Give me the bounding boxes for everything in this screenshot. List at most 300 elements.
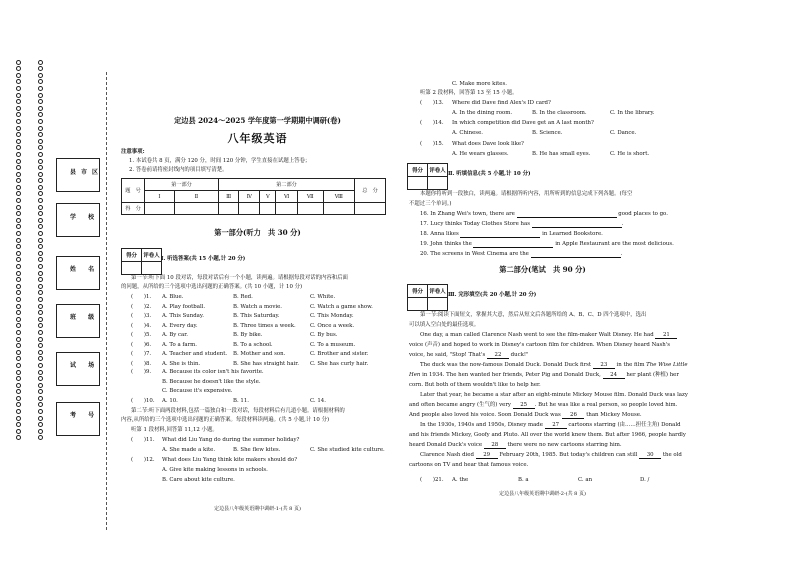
q21-option-a: A. the — [452, 477, 469, 483]
binding-hole — [38, 284, 43, 289]
section-II-intro-2: 不超过三个单词。) — [409, 201, 452, 207]
scorebox-score-label: 得分 — [408, 164, 428, 177]
binding-hole — [38, 350, 43, 355]
binding-hole — [38, 330, 43, 335]
field-label-school: 学 校 — [70, 214, 100, 221]
q14-option-b: B. Science. — [532, 130, 563, 136]
section-2-intro-1: 第二节:听下面两段材料,包括一篇独白和一段对话，每段材料后有几道小题。请根据材料的 — [131, 408, 345, 414]
scorebox-score-cell[interactable] — [408, 177, 428, 190]
binding-hole — [38, 402, 43, 407]
binding-hole — [38, 172, 43, 177]
binding-hole — [16, 218, 21, 223]
binding-hole — [16, 416, 21, 421]
binding-hole — [38, 370, 43, 375]
q10-option-c: C. 14. — [310, 398, 326, 404]
q21-option-d: D. / — [640, 477, 650, 483]
fill-19-text-a: 19. John thinks the — [420, 241, 472, 247]
passage-line-6: corn. But both of them wouldn't like to help her. — [409, 382, 541, 388]
binding-hole — [16, 370, 21, 375]
score-table-part2: 第二部分 — [218, 179, 354, 191]
fill-17-blank[interactable] — [532, 222, 622, 228]
q11-text: What did Liu Yang do during the summer holiday? — [162, 437, 300, 443]
score-cell[interactable] — [174, 203, 218, 215]
section-III-title: Ⅲ. 完形填空(共 20 小题,计 20 分) — [448, 292, 537, 298]
binding-hole — [16, 422, 21, 427]
question-option-a: A. Play football. — [162, 303, 206, 310]
binding-hole — [16, 198, 21, 203]
q13-option-a: A. In the dining room. — [452, 110, 513, 116]
section-II-title: Ⅱ. 听填信息(共 5 小题,计 10 分) — [448, 171, 531, 177]
binding-hole — [16, 66, 21, 71]
listen-2-instruction: 听第 2 段材料，回答第 13 至 15 小题。 — [420, 90, 518, 96]
binding-holes-right — [35, 58, 45, 442]
notes-title: 注意事项: — [121, 149, 145, 155]
scorebox-grader-label: 评卷人 — [142, 249, 162, 262]
passage-text: In the 1930s, 1940s and 1950s, Disney made — [420, 422, 543, 428]
binding-hole — [38, 317, 43, 322]
question-option-b: B. Watch a movie. — [233, 303, 283, 310]
q11-option-b: B. She flew kites. — [233, 447, 281, 453]
binding-hole — [16, 257, 21, 262]
blank-23[interactable]: 23 — [593, 363, 615, 369]
section-III-intro-2: 可以填入空白处的最佳选项。 — [409, 322, 480, 328]
question-option-b: B. To a school. — [233, 341, 273, 348]
field-box-name[interactable] — [56, 256, 100, 290]
question-option-a: A. By car. — [162, 332, 188, 338]
fill-19-text-b: in Apple Restaurant are the most delicious. — [555, 241, 674, 247]
binding-hole — [38, 416, 43, 421]
binding-hole — [38, 132, 43, 137]
passage-text: there were no new cartoons starring him. — [507, 442, 622, 448]
binding-hole — [16, 60, 21, 65]
question-option-b: B. By bike. — [233, 332, 263, 338]
passage-line-9 — [409, 413, 642, 419]
fill-18-blank[interactable] — [460, 232, 540, 238]
blank-21[interactable]: 21 — [655, 333, 677, 339]
binding-hole — [38, 224, 43, 229]
binding-hole — [16, 106, 21, 111]
binding-hole — [16, 172, 21, 177]
score-col: Ⅷ — [323, 191, 354, 203]
passage-text: in 1934. The hen wanted her friends, Peter Pig and Donald Duck, — [422, 372, 601, 378]
binding-hole — [38, 66, 43, 71]
binding-hole — [38, 106, 43, 111]
scorebox-section-II — [407, 163, 448, 190]
score-cell[interactable] — [260, 203, 276, 215]
passage-line-11: and his friends Mickey, Goofy and Pluto. All over the world knew them. But after 1966, people hardly — [409, 432, 686, 438]
question-number[interactable]: ( )4. — [131, 322, 152, 329]
binding-hole — [16, 73, 21, 78]
binding-hole — [16, 363, 21, 368]
q9-option-a: A. Because its color isn't his favorite. — [162, 369, 264, 375]
passage-line-14: cartoons on TV and hear that famous voice. — [409, 462, 529, 468]
blank-22[interactable]: 22 — [487, 353, 509, 359]
binding-hole — [38, 191, 43, 196]
question-option-b: B. Three times a week. — [233, 322, 296, 329]
q13-text: Where did Dave find Alex's ID card? — [452, 100, 551, 106]
binding-hole — [16, 132, 21, 137]
passage-line-1 — [420, 333, 677, 339]
binding-hole — [38, 290, 43, 295]
score-table — [121, 178, 386, 215]
seal-line — [106, 72, 107, 530]
question-number[interactable]: ( )5. — [131, 332, 152, 338]
score-col: Ⅲ — [218, 191, 238, 203]
fill-16-text-a: 16. In Zhang Wei's town, there are — [420, 211, 515, 217]
passage-text: voice, he said, "Stop! That's — [409, 352, 486, 358]
part1-title: 第一部分(听力 共 30 分) — [214, 228, 301, 237]
binding-hole — [16, 205, 21, 210]
q21-option-b: B. a — [518, 477, 529, 483]
binding-hole — [38, 356, 43, 361]
question-option-c: C. Watch a game show. — [310, 303, 373, 310]
binding-hole — [38, 264, 43, 269]
binding-hole — [38, 178, 43, 183]
score-cell[interactable] — [323, 203, 354, 215]
blank-28[interactable]: 28 — [484, 443, 506, 449]
passage-text: Clarence Nash died — [420, 452, 474, 458]
binding-hole — [16, 86, 21, 91]
q15-text: What does Dave look like? — [452, 141, 524, 147]
question-option-c: C. Once a week. — [310, 322, 355, 329]
score-table-score-label: 得 分 — [122, 203, 145, 215]
blank-27[interactable]: 27 — [545, 423, 567, 429]
binding-hole — [38, 383, 43, 388]
q14-text: In which competition did Dave get an A last month? — [452, 120, 594, 126]
score-table-total: 总 分 — [355, 179, 386, 203]
scorebox-part1 — [121, 248, 162, 275]
passage-line-2: voice (声音) and hoped to work in Disney's cartoon film for children. When Disney heard Nash's — [409, 342, 670, 348]
blank-30[interactable]: 30 — [639, 453, 661, 459]
question-option-b: B. Red. — [233, 294, 253, 300]
binding-hole — [16, 185, 21, 190]
section-I-title: Ⅰ. 听选答案(共 15 小题,计 20 分) — [161, 256, 246, 262]
binding-hole — [38, 218, 43, 223]
score-cell[interactable] — [218, 203, 238, 215]
passage-text: And people also loved his voice. Soon Donald Duck was — [409, 412, 561, 418]
scorebox-grader-cell[interactable] — [428, 298, 448, 311]
passage-line-3 — [409, 353, 529, 359]
question-number[interactable]: ( )6. — [131, 341, 152, 348]
fill-20-text-a: 20. The screens in West Cinema are the — [420, 251, 529, 257]
binding-hole — [16, 304, 21, 309]
binding-holes-left — [13, 58, 23, 442]
question-option-c: C. She has curly hair. — [310, 360, 369, 367]
q12-option-a: A. Give kite making lessons in schools. — [162, 467, 268, 473]
binding-hole — [16, 112, 21, 117]
binding-hole — [38, 323, 43, 328]
binding-hole — [38, 257, 43, 262]
blank-24[interactable]: 24 — [603, 373, 625, 379]
q10-option-a: A. 10. — [162, 398, 178, 404]
scorebox-grader-label: 评卷人 — [428, 164, 448, 177]
question-option-b: B. This Saturday. — [233, 313, 280, 319]
binding-hole — [38, 119, 43, 124]
binding-hole — [38, 376, 43, 381]
binding-hole — [38, 145, 43, 150]
q10-number[interactable]: ( )10. — [131, 398, 155, 404]
passage-text: in the film — [616, 362, 645, 368]
passage-text: her plant (种植) her — [626, 372, 679, 378]
q14-option-c: C. Dance. — [610, 130, 637, 136]
binding-hole — [38, 99, 43, 104]
binding-hole — [16, 165, 21, 170]
section-I-intro-1: 第一节:听下面 10 段对话，每段对话后有一个小题，读两遍。请根据每段对话的内容和后面 — [131, 275, 348, 281]
q21-number[interactable]: ( )21. — [420, 477, 444, 483]
binding-hole — [38, 389, 43, 394]
question-option-b: B. Mother and son. — [233, 351, 286, 357]
binding-hole — [16, 244, 21, 249]
q11-option-a: A. She made a kite. — [162, 447, 216, 453]
footer-left: 定边县八年级英语期中调研-1-(共 8 页) — [214, 506, 301, 512]
binding-hole — [16, 350, 21, 355]
binding-hole — [16, 330, 21, 335]
q13-option-b: B. In the classroom. — [532, 110, 587, 116]
section-2-intro-2: 内容,从所给的三个选项中选出问题的正确答案。每段材料读两遍。(共 5 小题,计 10 分) — [121, 417, 330, 423]
question-option-a: A. Teacher and student. — [162, 351, 228, 357]
binding-hole — [38, 152, 43, 157]
question-number[interactable]: ( )1. — [131, 294, 152, 300]
q14-number[interactable]: ( )14. — [420, 120, 444, 126]
fill-16-text-b: good places to go. — [618, 211, 668, 217]
score-cell[interactable] — [276, 203, 297, 215]
fill-20-blank[interactable] — [531, 252, 621, 258]
passage-text: heard Donald Duck's voice — [409, 442, 483, 448]
binding-hole — [38, 159, 43, 164]
binding-hole — [38, 198, 43, 203]
q15-option-b: B. He has small eyes. — [532, 151, 591, 157]
binding-hole — [38, 343, 43, 348]
binding-hole — [16, 297, 21, 302]
fill-18 — [420, 232, 603, 238]
binding-hole — [38, 73, 43, 78]
binding-hole — [16, 389, 21, 394]
binding-hole — [16, 126, 21, 131]
fill-18-text-b: in Learned Bookstore. — [542, 231, 603, 237]
binding-hole — [38, 79, 43, 84]
q10-option-b: B. 11. — [233, 398, 249, 404]
section-II-intro-1: 本题你将听到一段独白，读两遍。请根据所听内容，用所听到的信息完成下列各题。(每空 — [420, 191, 633, 197]
score-cell[interactable] — [145, 203, 175, 215]
fill-20-text-b: . — [620, 251, 623, 257]
binding-hole — [16, 290, 21, 295]
score-cell-total[interactable] — [355, 203, 386, 215]
binding-hole — [16, 251, 21, 256]
binding-hole — [16, 79, 21, 84]
q12-option-c: C. Make more kites. — [452, 81, 507, 87]
field-box-class[interactable] — [56, 304, 100, 338]
passage-text: the old — [662, 452, 682, 458]
section-I-intro-2: 的问题，从所给的三个选项中选出问题的正确答案。(共 10 小题，计 10 分) — [121, 284, 303, 290]
q21-option-c: C. an — [578, 477, 593, 483]
binding-hole — [16, 159, 21, 164]
field-label-class: 班 级 — [70, 314, 100, 321]
score-cell[interactable] — [297, 203, 323, 215]
scorebox-score-cell[interactable] — [408, 298, 428, 311]
binding-hole — [16, 435, 21, 440]
fill-17-text-b: . — [621, 221, 624, 227]
binding-hole — [38, 112, 43, 117]
binding-hole — [38, 126, 43, 131]
score-table-part1: 第一部分 — [145, 179, 219, 191]
binding-hole — [16, 264, 21, 269]
field-label-county: 县市区 — [70, 169, 104, 176]
binding-hole — [16, 178, 21, 183]
score-col: Ⅶ — [297, 191, 323, 203]
scorebox-grader-cell[interactable] — [428, 177, 448, 190]
binding-hole — [16, 93, 21, 98]
blank-29[interactable]: 29 — [476, 453, 498, 459]
q11-option-c: C. She studied kite culture. — [310, 447, 385, 453]
q15-option-c: C. He is short. — [610, 151, 650, 157]
binding-hole — [16, 231, 21, 236]
q9-number[interactable]: ( )9. — [131, 369, 152, 375]
question-number[interactable]: ( )2. — [131, 303, 152, 310]
passage-text: duck!" — [510, 352, 529, 358]
blank-25[interactable]: 25 — [513, 403, 535, 409]
field-label-room: 试 场 — [70, 362, 100, 369]
field-box-exam-number[interactable] — [56, 402, 100, 436]
passage-text: One day, a man called Clarence Nash went to see the film-maker Walt Disney. He had — [420, 332, 654, 338]
binding-hole — [38, 297, 43, 302]
q12-text: What does Liu Yang think kite makers should do? — [162, 457, 298, 463]
binding-hole — [38, 396, 43, 401]
q14-option-a: A. Chinese. — [452, 130, 483, 136]
q13-number[interactable]: ( )13. — [420, 100, 444, 106]
field-box-room[interactable] — [56, 352, 100, 386]
q12-option-b: B. Care about kite culture. — [162, 477, 235, 483]
binding-hole — [16, 191, 21, 196]
section-III-intro-1: 第一节:阅读下面短文，掌握其大意，然后从短文后各题所给的 A、B、C、D 四个选项中，选出 — [420, 312, 647, 318]
question-option-c: C. This Monday. — [310, 313, 354, 319]
score-cell[interactable] — [239, 203, 260, 215]
binding-hole — [16, 211, 21, 216]
question-option-a: A. This Sunday. — [162, 313, 204, 319]
question-option-b: B. She has straight hair. — [233, 360, 299, 367]
binding-hole — [16, 337, 21, 342]
passage-line-13 — [420, 453, 682, 459]
binding-hole — [16, 271, 21, 276]
question-option-a: A. She is thin. — [162, 360, 201, 367]
passage-line-12 — [409, 443, 622, 449]
listen-1-instruction: 听第 1 段材料,回答第 11,12 小题。 — [131, 427, 218, 433]
binding-hole — [38, 277, 43, 282]
binding-hole — [16, 139, 21, 144]
binding-hole — [16, 277, 21, 282]
score-col: Ⅱ — [174, 191, 218, 203]
passage-line-7: Later that year, he became a star after an eight-minute Mickey Mouse film. Donald Duck was lazy — [420, 392, 688, 398]
binding-hole — [16, 429, 21, 434]
binding-hole — [38, 422, 43, 427]
binding-hole — [16, 224, 21, 229]
score-col: Ⅰ — [145, 191, 175, 203]
binding-hole — [16, 317, 21, 322]
binding-hole — [38, 435, 43, 440]
binding-hole — [38, 310, 43, 315]
passage-text: . But he was like a real person, so people loved him. — [534, 402, 678, 408]
binding-hole — [16, 119, 21, 124]
binding-hole — [38, 205, 43, 210]
binding-hole — [16, 152, 21, 157]
question-option-c: C. To a museum. — [310, 341, 356, 348]
passage-text: than Mickey Mouse. — [586, 412, 642, 418]
question-option-a: A. To a farm. — [162, 341, 197, 348]
note-2: 2. 答卷前请将密封线内的项目填写清楚。 — [129, 167, 228, 173]
fill-17 — [420, 222, 623, 228]
binding-hole — [38, 409, 43, 414]
fill-16-blank[interactable] — [517, 212, 617, 218]
binding-hole — [38, 251, 43, 256]
binding-hole — [16, 343, 21, 348]
q15-number[interactable]: ( )15. — [420, 141, 444, 147]
fill-20 — [420, 252, 622, 258]
binding-hole — [38, 60, 43, 65]
binding-hole — [38, 304, 43, 309]
scorebox-grader-cell[interactable] — [142, 262, 162, 275]
blank-26[interactable]: 26 — [562, 413, 584, 419]
binding-hole — [16, 145, 21, 150]
binding-hole — [16, 383, 21, 388]
question-number[interactable]: ( )8. — [131, 360, 152, 367]
binding-hole — [38, 244, 43, 249]
binding-hole — [16, 396, 21, 401]
binding-hole — [38, 337, 43, 342]
binding-hole — [16, 284, 21, 289]
binding-hole — [38, 363, 43, 368]
q11-number[interactable]: ( )11. — [131, 437, 155, 443]
fill-19-blank[interactable] — [473, 242, 553, 248]
question-option-a: A. Blue. — [162, 294, 184, 300]
score-col: Ⅴ — [260, 191, 276, 203]
passage-text: cartoons starring (由……担任主角) Donald — [568, 422, 681, 428]
fill-17-text-a: 17. Lucy thinks Today Clothes Store has — [420, 221, 530, 227]
scorebox-score-cell[interactable] — [122, 262, 142, 275]
passage-text: February 20th, 1985. But today's children can still — [499, 452, 638, 458]
question-option-c: C. White. — [310, 294, 336, 300]
q9-option-b: B. Because he doesn't like the style. — [162, 379, 261, 385]
question-number[interactable]: ( )7. — [131, 351, 152, 357]
fill-19 — [420, 242, 674, 248]
scorebox-score-label: 得分 — [408, 285, 428, 298]
binding-hole — [38, 86, 43, 91]
question-option-c: C. Brother and sister. — [310, 351, 369, 357]
q12-number[interactable]: ( )12. — [131, 457, 155, 463]
binding-hole — [38, 231, 43, 236]
binding-hole — [16, 323, 21, 328]
field-label-name: 姓 名 — [70, 266, 100, 273]
binding-hole — [16, 402, 21, 407]
binding-hole — [38, 185, 43, 190]
score-table-item-label: 题 号 — [122, 179, 145, 203]
question-number[interactable]: ( )3. — [131, 313, 152, 319]
film-title: Hen — [409, 372, 421, 378]
binding-hole — [38, 93, 43, 98]
binding-hole — [16, 409, 21, 414]
binding-hole — [38, 139, 43, 144]
subject-title: 八年级英语 — [227, 132, 288, 145]
fill-18-text-a: 18. Anna likes — [420, 231, 459, 237]
q9-option-c: C. Because it's expensive. — [162, 388, 233, 394]
footer-right: 定边县八年级英语期中调研-2-(共 8 页) — [499, 491, 586, 497]
binding-hole — [38, 211, 43, 216]
passage-line-8 — [409, 403, 677, 409]
scorebox-section-III — [407, 284, 448, 311]
score-col: Ⅵ — [276, 191, 297, 203]
binding-hole — [16, 238, 21, 243]
field-label-exam-number: 考 号 — [70, 412, 100, 419]
binding-hole — [16, 310, 21, 315]
part2-title: 第二部分(笔试 共 90 分) — [499, 265, 586, 274]
